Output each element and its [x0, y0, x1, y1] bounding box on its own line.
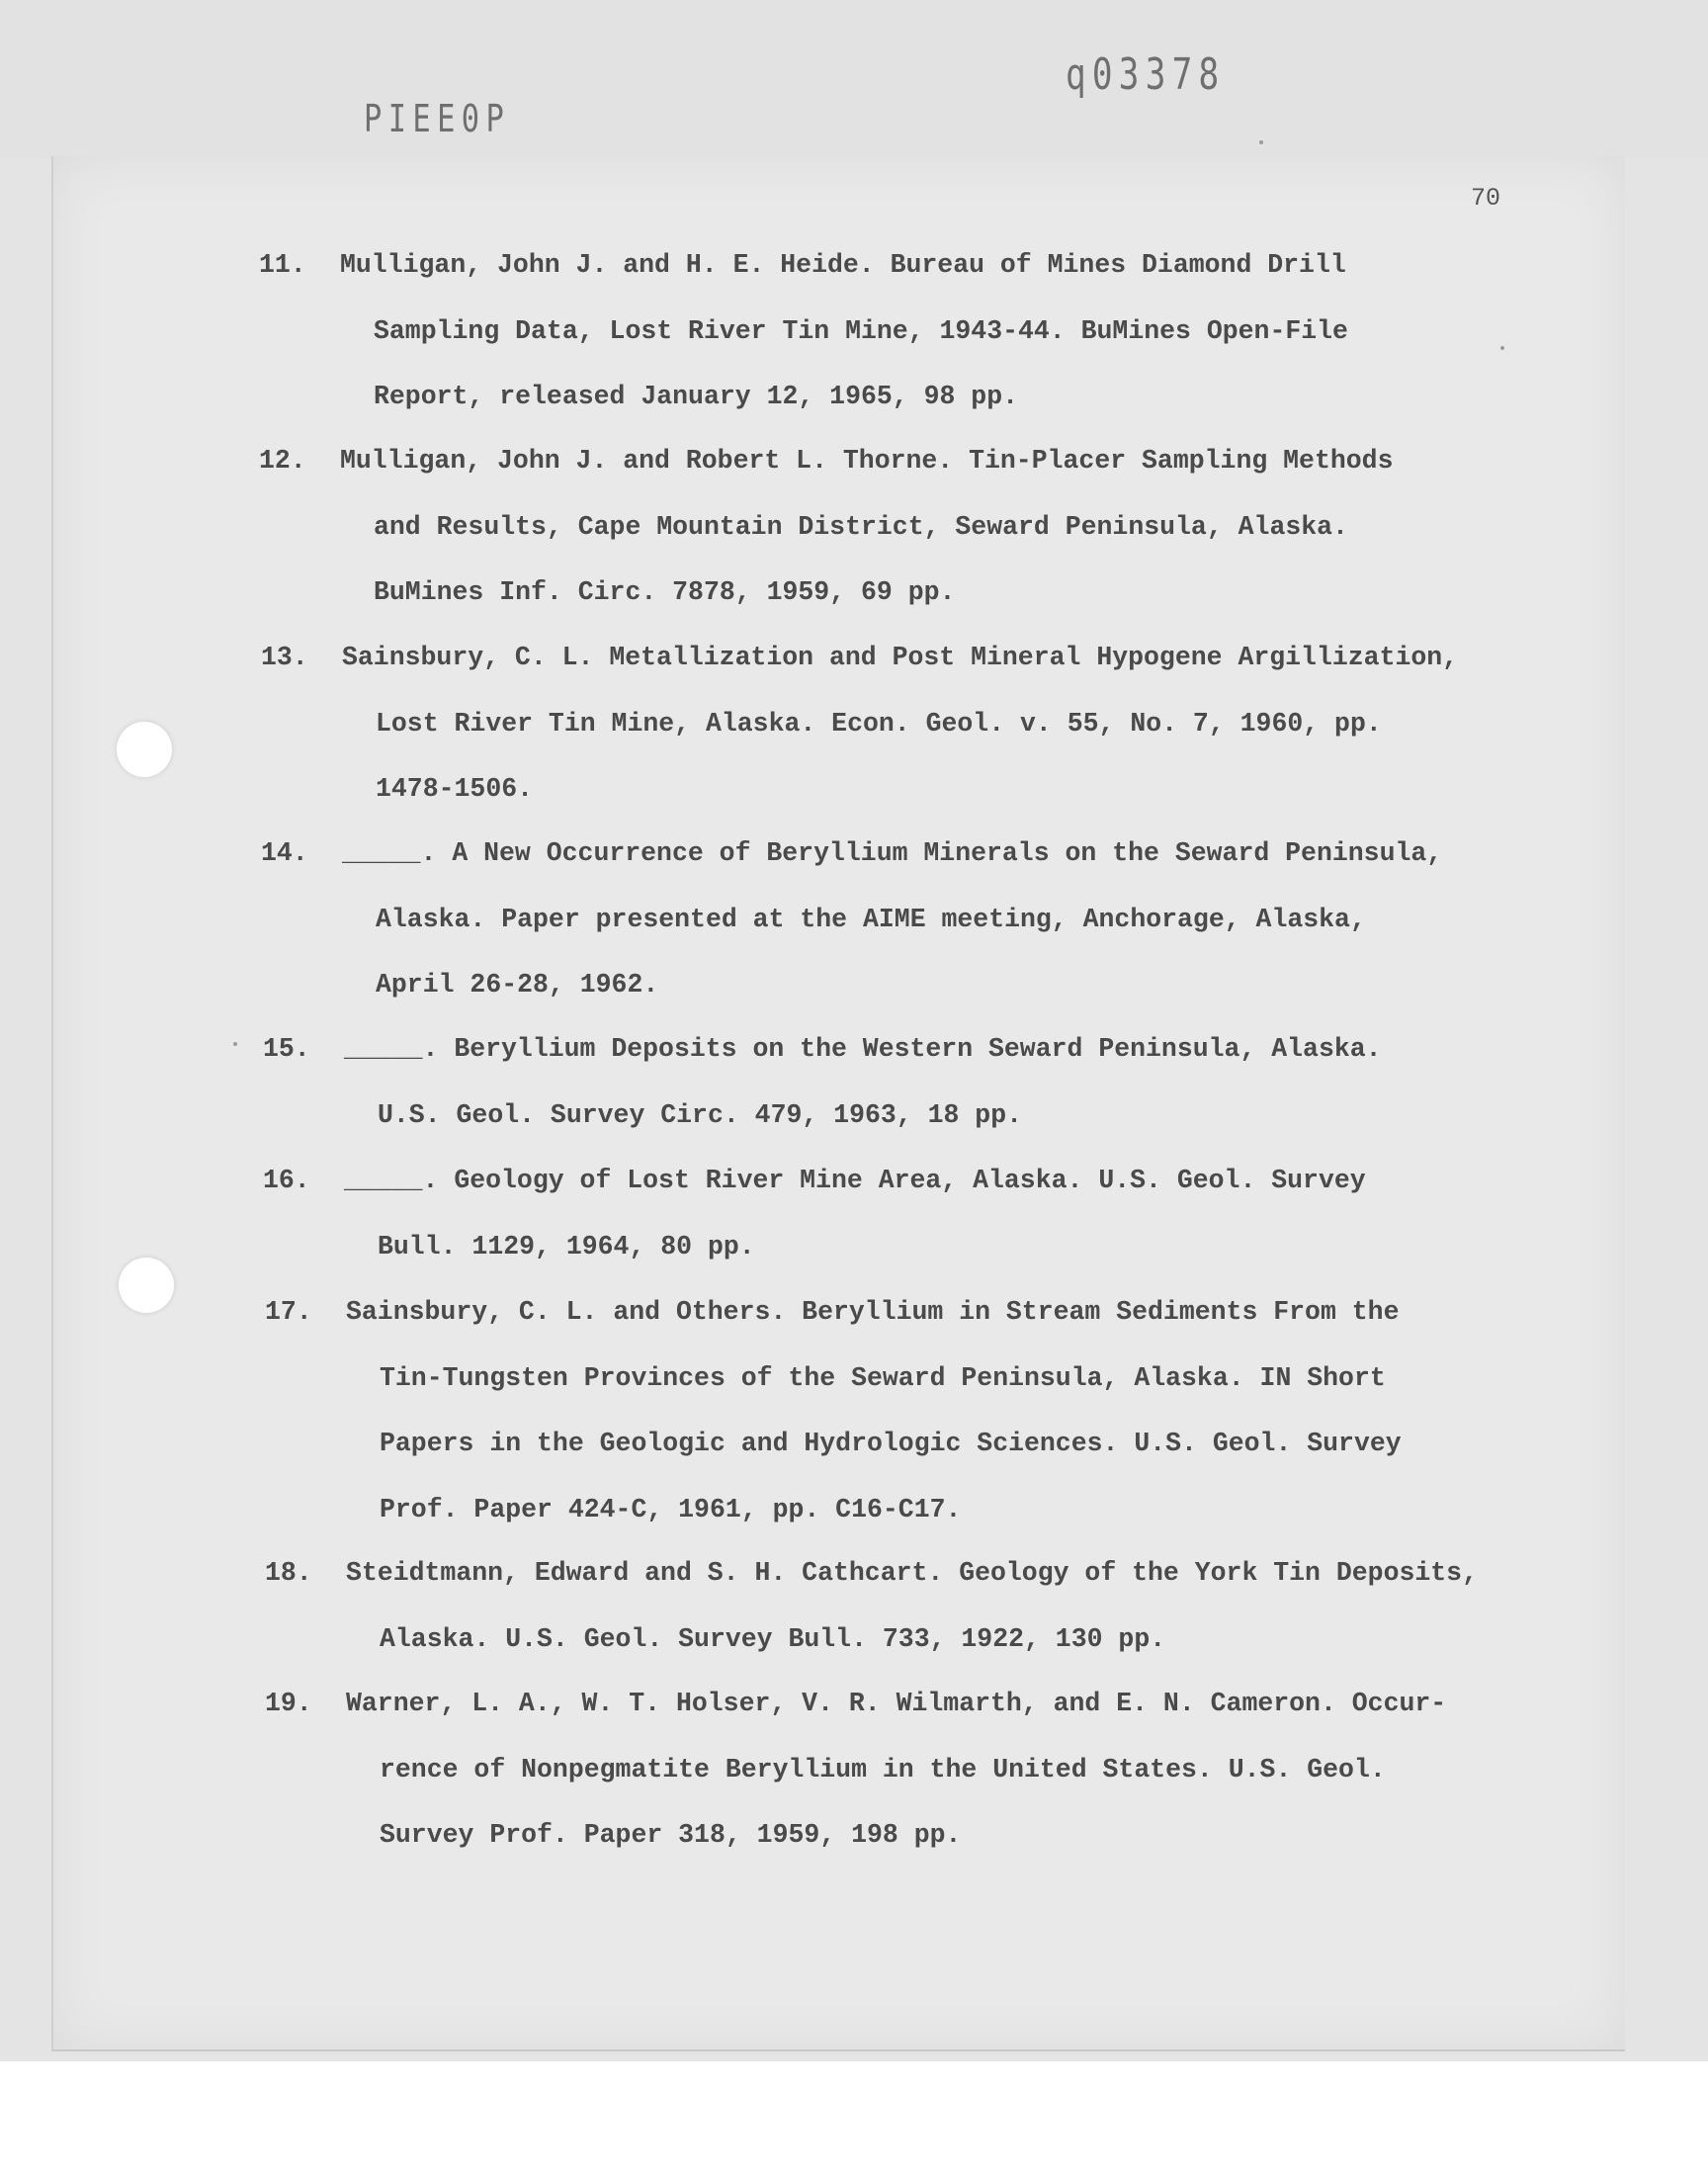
scan-speck	[233, 1042, 237, 1046]
reference-number: 18.	[265, 1558, 312, 1588]
reference-text-line: Bull. 1129, 1964, 80 pp.	[378, 1231, 755, 1262]
reference-number: 16.	[263, 1166, 310, 1195]
reference-text-line: rence of Nonpegmatite Beryllium in the United States. U.S. Geol.	[380, 1754, 1386, 1784]
reference-text-line: April 26-28, 1962.	[376, 970, 659, 1000]
reference-number: 14.	[261, 838, 308, 868]
reference-text-line: Lost River Tin Mine, Alaska. Econ. Geol. v. 55, No. 7, 1960, pp.	[376, 708, 1382, 739]
reference-number: 12.	[259, 446, 306, 476]
reference-text-line: Tin-Tungsten Provinces of the Seward Peninsula, Alaska. IN Short	[380, 1362, 1386, 1393]
page-top-margin	[0, 0, 1708, 158]
archive-stamp-left: PIEE0P	[364, 97, 511, 140]
reference-text-line: Sainsbury, C. L. Metallization and Post Mineral Hypogene Argillization,	[342, 643, 1459, 672]
reference-number: 11.	[259, 250, 306, 280]
reference-text-line: BuMines Inf. Circ. 7878, 1959, 69 pp.	[374, 577, 956, 607]
reference-text-line: Sainsbury, C. L. and Others. Beryllium in Stream Sediments From the	[346, 1297, 1400, 1327]
punch-hole	[117, 722, 172, 777]
reference-text-line: Sampling Data, Lost River Tin Mine, 1943-44. BuMines Open-File	[374, 315, 1348, 346]
scan-speck	[1500, 346, 1504, 350]
reference-text-line: Mulligan, John J. and Robert L. Thorne. Tin-Placer Sampling Methods	[340, 446, 1394, 476]
reference-text-line: Warner, L. A., W. T. Holser, V. R. Wilmarth, and E. N. Cameron. Occur-	[346, 1689, 1447, 1718]
reference-number: 15.	[263, 1034, 310, 1064]
reference-text-line: Report, released January 12, 1965, 98 pp.	[374, 382, 1019, 411]
reference-number: 13.	[261, 643, 308, 672]
scan-speck	[1259, 140, 1263, 144]
reference-text-line: _____. A New Occurrence of Beryllium Minerals on the Seward Peninsula,	[342, 838, 1443, 868]
page-number: 70	[1471, 184, 1501, 213]
reference-text-line: and Results, Cape Mountain District, Seward Peninsula, Alaska.	[374, 511, 1348, 542]
reference-text-line: 1478-1506.	[376, 774, 534, 804]
reference-text-line: Prof. Paper 424-C, 1961, pp. C16-C17.	[380, 1494, 962, 1524]
reference-text-line: Alaska. U.S. Geol. Survey Bull. 733, 1922, 130 pp.	[380, 1623, 1166, 1654]
reference-text-line: Papers in the Geologic and Hydrologic Sciences. U.S. Geol. Survey	[380, 1429, 1402, 1458]
reference-text-line: Mulligan, John J. and H. E. Heide. Bureau of Mines Diamond Drill	[340, 250, 1346, 280]
reference-text-line: _____. Geology of Lost River Mine Area, Alaska. U.S. Geol. Survey	[344, 1166, 1366, 1195]
reference-text-line: U.S. Geol. Survey Circ. 479, 1963, 18 pp.	[378, 1099, 1023, 1130]
reference-number: 19.	[265, 1689, 312, 1718]
reference-text-line: Steidtmann, Edward and S. H. Cathcart. Geology of the York Tin Deposits,	[346, 1558, 1478, 1588]
reference-text-line: Survey Prof. Paper 318, 1959, 198 pp.	[380, 1820, 962, 1850]
archive-stamp-right: q03378	[1066, 49, 1226, 100]
reference-text-line: Alaska. Paper presented at the AIME meeting, Anchorage, Alaska,	[376, 904, 1366, 934]
punch-hole	[119, 1258, 174, 1313]
reference-number: 17.	[265, 1297, 312, 1327]
reference-text-line: _____. Beryllium Deposits on the Western Seward Peninsula, Alaska.	[344, 1034, 1382, 1064]
